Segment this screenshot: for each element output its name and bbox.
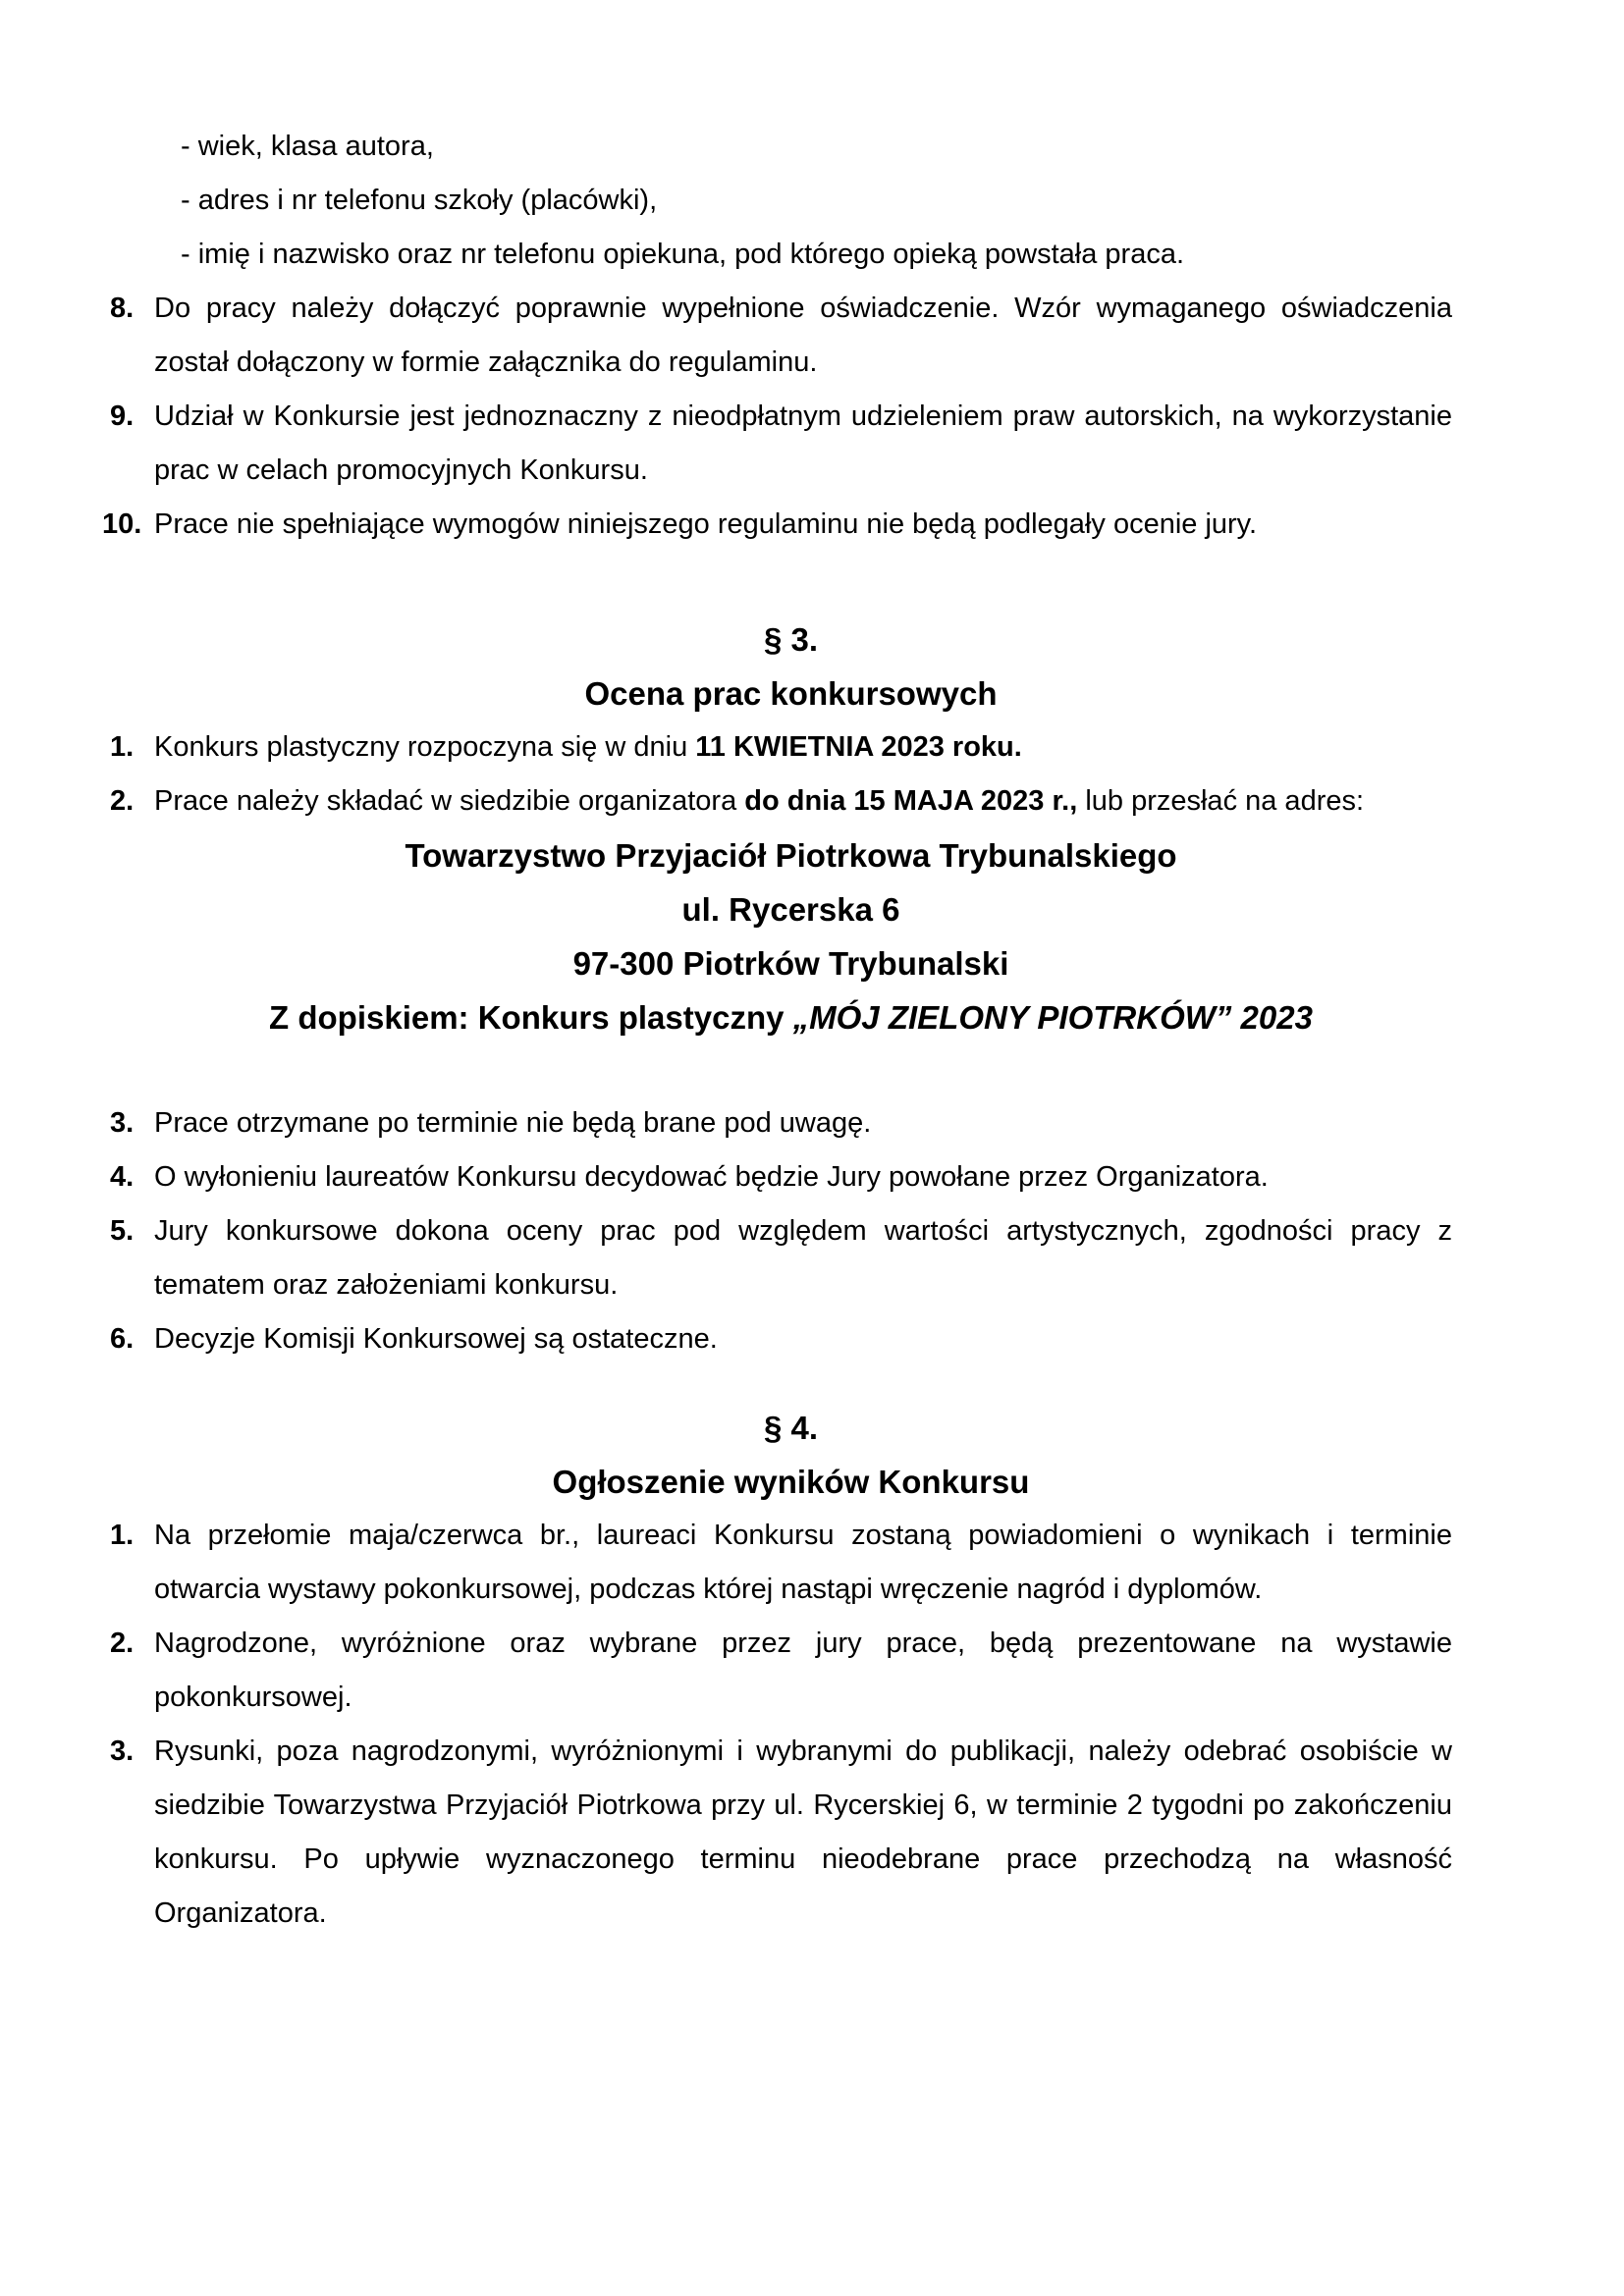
item-number: 1.	[110, 731, 135, 763]
list-item-8	[0, 282, 1624, 390]
s4-item-2	[0, 1617, 1624, 1725]
item-text: Prace nie spełniające wymogów niniejszego regulaminu nie będą podlegały ocenie jury.	[154, 508, 1258, 540]
s3-item-5	[0, 1204, 1624, 1312]
contest-name: „MÓJ ZIELONY PIOTRKÓW” 2023	[792, 999, 1313, 1036]
item-number: 10.	[102, 508, 142, 540]
s3-item-6	[0, 1312, 1624, 1366]
item-text: Udział w Konkursie jest jednoznaczny z nieodpłatnym udzieleniem praw autorskich, na wykorzystanie prac w celach promocyjnych Konkursu.	[154, 400, 1452, 486]
s3-item-4	[0, 1150, 1624, 1204]
item-text: Do pracy należy dołączyć poprawnie wypełnione oświadczenie. Wzór wymaganego oświadczenia został dołączony w formie załącznika do regulaminu.	[154, 293, 1452, 378]
s4-item-3	[0, 1725, 1624, 1941]
dash-item-guardian: - imię i nazwisko oraz nr telefonu opiekuna, pod którego opieką powstała praca.	[181, 239, 1185, 270]
item-number: 2.	[110, 785, 135, 817]
spacer	[0, 1044, 1624, 1096]
item-text-bold: do dnia 15 MAJA 2023 r.,	[744, 785, 1078, 817]
item-text: Rysunki, poza nagrodzonymi, wyróżnionymi i wybranymi do publikacji, należy odebrać osobiście w siedzibie Towarzystwa Przyjaciół Piotrkowa przy ul. Rycerskiej 6, w terminie 2 tygodni po zakończeniu konkursu. Po upływie wyznaczonego terminu nieodebrane prace przechodzą na własność Organizatora.	[154, 1735, 1452, 1929]
item-text: Decyzje Komisji Konkursowej są ostateczne.	[154, 1323, 718, 1355]
address-line-street: ul. Rycerska 6	[681, 891, 900, 928]
address-line-city: 97-300 Piotrków Trybunalski	[572, 945, 1009, 982]
item-text: Prace należy składać w siedzibie organizatora	[154, 785, 745, 817]
section4-subheading: Ogłoszenie wyników Konkursu	[552, 1464, 1030, 1500]
list-item-9	[0, 390, 1624, 498]
item-text: Konkurs plastyczny rozpoczyna się w dniu	[154, 731, 696, 763]
item-number: 2.	[110, 1628, 135, 1659]
s3-item-1	[0, 721, 1624, 774]
item-text: Nagrodzone, wyróżnione oraz wybrane przez jury prace, będą prezentowane na wystawie pokonkursowej.	[154, 1628, 1452, 1713]
dash-item-age: - wiek, klasa autora,	[181, 131, 434, 162]
list-item-10	[0, 498, 1624, 552]
item-number: 4.	[110, 1161, 135, 1193]
address-line-organization: Towarzystwo Przyjaciół Piotrkowa Trybunalskiego	[405, 837, 1177, 874]
item-text: Prace otrzymane po terminie nie będą brane pod uwagę.	[154, 1107, 872, 1139]
item-number: 8.	[110, 293, 135, 324]
section3-subheading: Ocena prac konkursowych	[584, 675, 998, 712]
item-text: Na przełomie maja/czerwca br., laureaci Konkursu zostaną powiadomieni o wynikach i terminie otwarcia wystawy pokonkursowej, podczas której nastąpi wręczenie nagród i dyplomów.	[154, 1520, 1452, 1605]
item-text: O wyłonieniu laureatów Konkursu decydować będzie Jury powołane przez Organizatora.	[154, 1161, 1269, 1193]
s3-item-3	[0, 1096, 1624, 1150]
item-text: lub przesłać na adres:	[1077, 785, 1365, 817]
item-number: 6.	[110, 1323, 135, 1355]
item-number: 3.	[110, 1107, 135, 1139]
spacer	[0, 1366, 1624, 1401]
item-number: 5.	[110, 1215, 135, 1247]
item-number: 3.	[110, 1735, 135, 1767]
s4-item-1	[0, 1509, 1624, 1617]
annotation-label: Z dopiskiem: Konkurs plastyczny	[269, 999, 793, 1036]
item-number: 1.	[110, 1520, 135, 1551]
dash-item-address: - adres i nr telefonu szkoły (placówki),	[181, 185, 658, 216]
s3-item-2	[0, 774, 1624, 828]
item-text-bold: 11 KWIETNIA 2023 roku.	[695, 731, 1022, 763]
section4-heading: § 4.	[763, 1410, 819, 1446]
address-line-annotation	[0, 990, 1624, 1044]
item-text: Jury konkursowe dokona oceny prac pod względem wartości artystycznych, zgodności pracy z tematem oraz założeniami konkursu.	[154, 1215, 1452, 1301]
item-number: 9.	[110, 400, 135, 432]
spacer	[0, 552, 1624, 613]
section3-heading: § 3.	[763, 621, 819, 658]
